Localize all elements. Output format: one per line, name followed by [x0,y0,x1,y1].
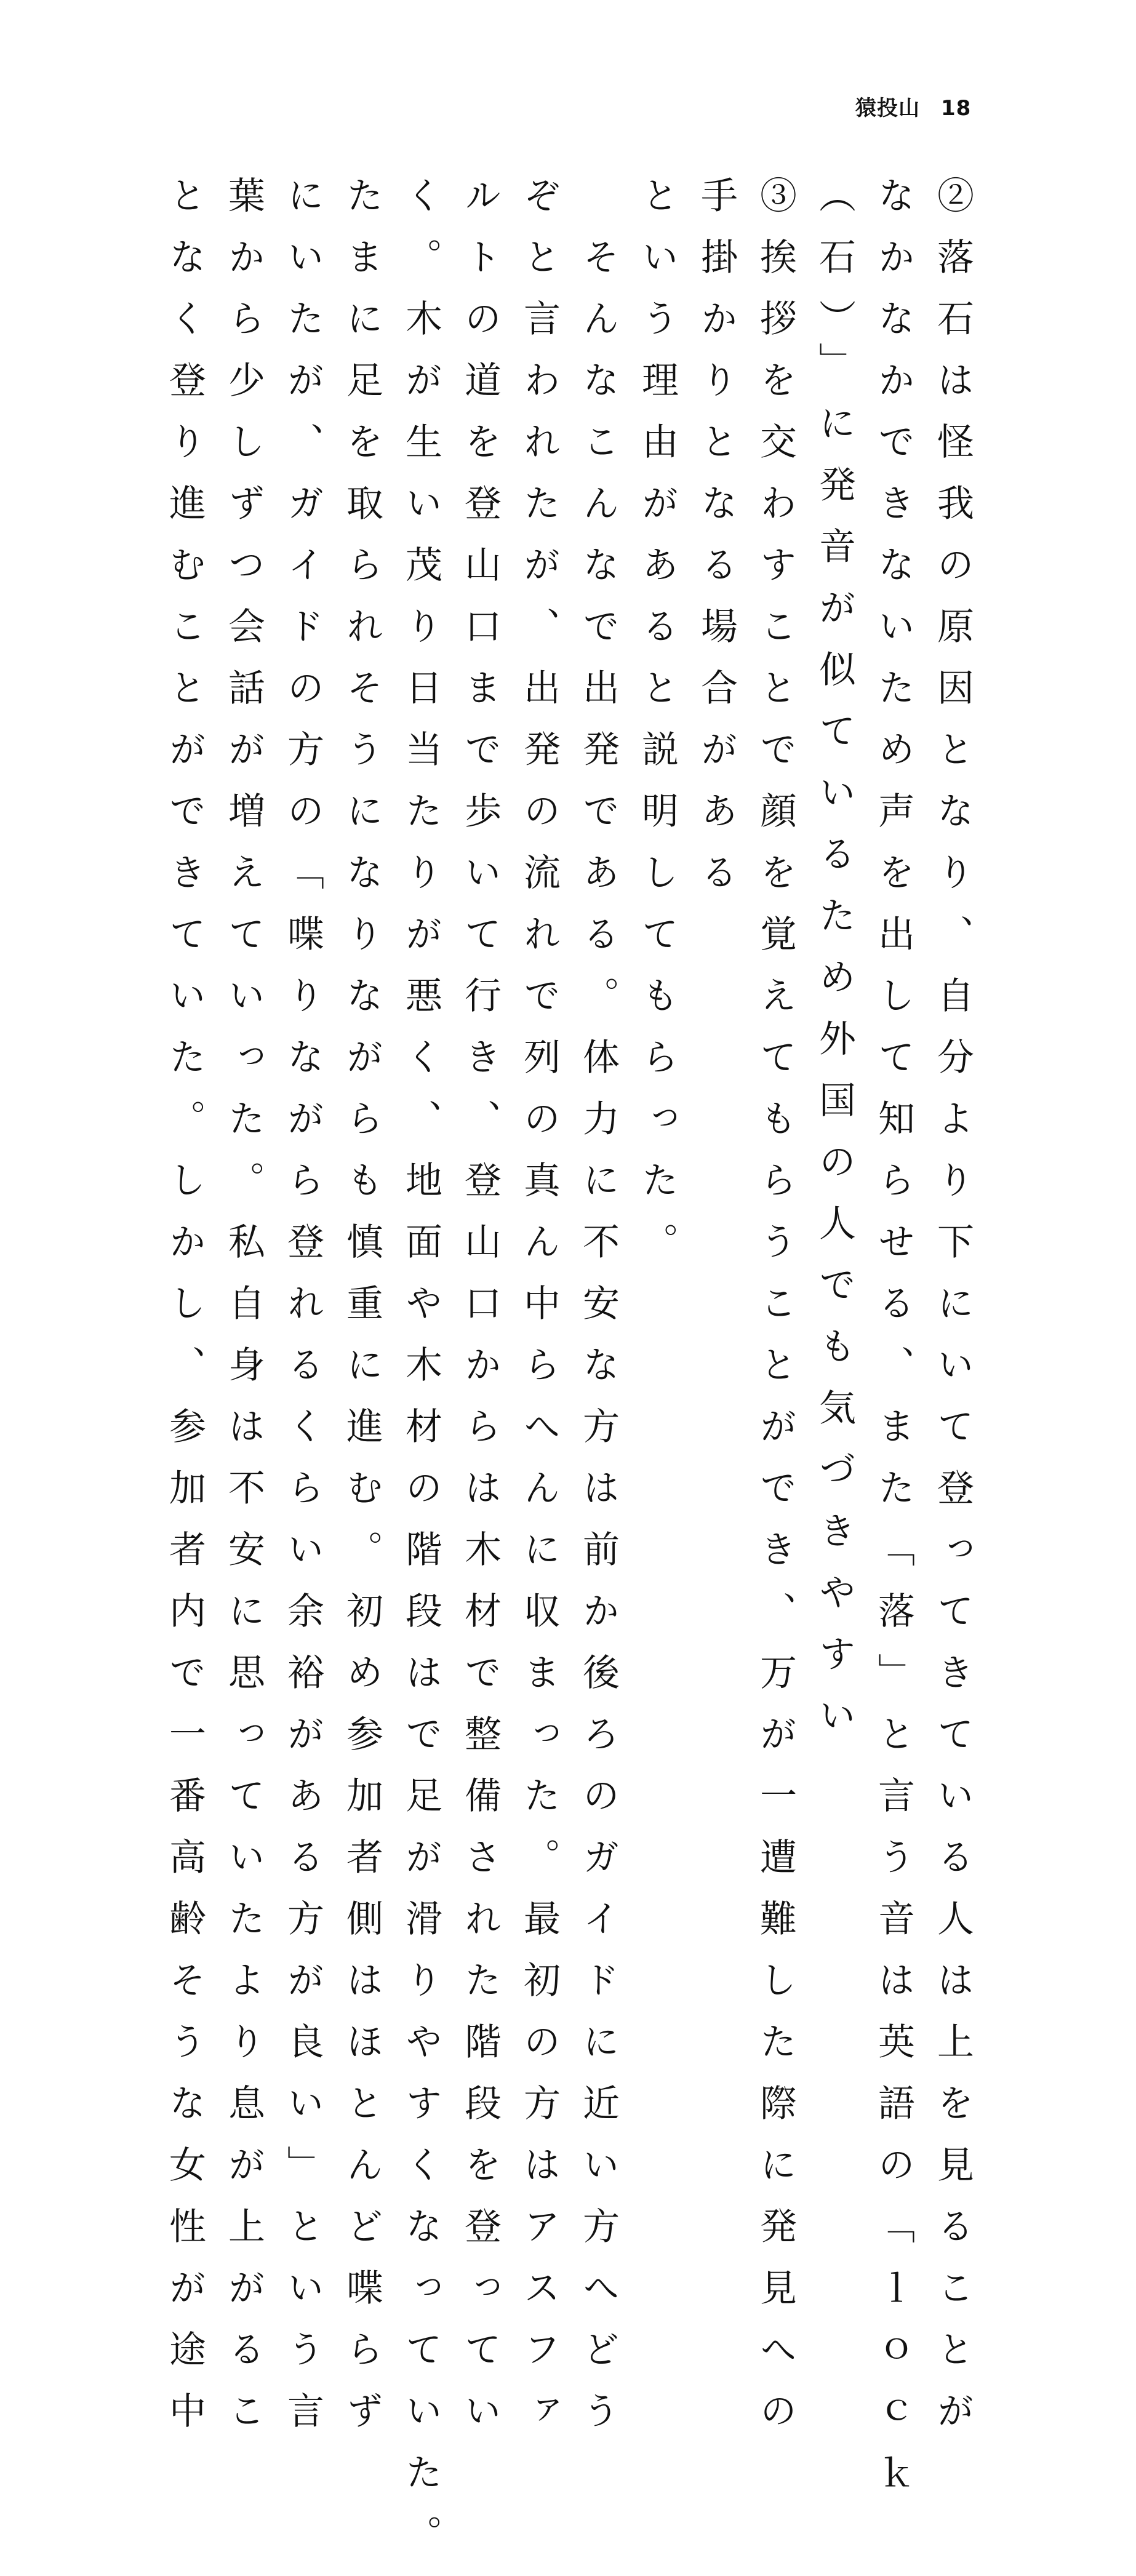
text-line: 手掛かりとなる場合がある [695,176,738,914]
chapter-title: 猿投山 [855,96,920,121]
text-line: ルトの道を登山口まで歩いて行き、登山口からは木材で整備された階段を登ってい [458,176,502,2453]
text-line: ぞと言われたが、出発の流れで列の真ん中らへんに収まった。最初の方はアスファ [518,176,561,2453]
text-line: という理由があると説明してもらった。 [636,176,679,1284]
running-header [855,91,971,121]
text-line: たまに足を取られそうになりながらも慎重に進む。初め参加者側はほとんど喋らず [340,176,383,2453]
text-line: ②落石は怪我の原因となり、自分より下にいて登ってきている人は上を見ることが [931,176,974,2453]
text-line: にいたが、ガイドの方の「喋りながら登れるくらい余裕がある方が良い」という言 [281,176,324,2453]
page-number: 18 [941,96,972,121]
text-line: となく登り進むことができていた。しかし、参加者内で一番高齢そうな女性が途中 [163,176,206,2453]
text-line: く。木が生い茂り日当たりが悪く、地面や木材の階段はで足が滑りやすくなっていた。 [399,176,442,2576]
text-line: なかなかできないため声を出して知らせる、また「落」と言う音は英語の「ｌｏｃｋ [872,176,915,2514]
text-line: ③挨拶を交わすことで顔を覚えてもらうことができ、万が一遭難した際に発見への [754,176,797,2453]
text-line: （石）」に発音が似ているため外国の人でも気づきやすい [813,176,856,1758]
vertical-body-text [155,176,982,2576]
text-line-paragraph-start: そんなこんなで出発である。体力に不安な方は前か後ろのガイドに近い方へどう [577,238,620,2453]
text-line: 葉から少しずつ会話が増えていった。私自身は不安に思っていたより息が上がるこ [222,176,265,2453]
